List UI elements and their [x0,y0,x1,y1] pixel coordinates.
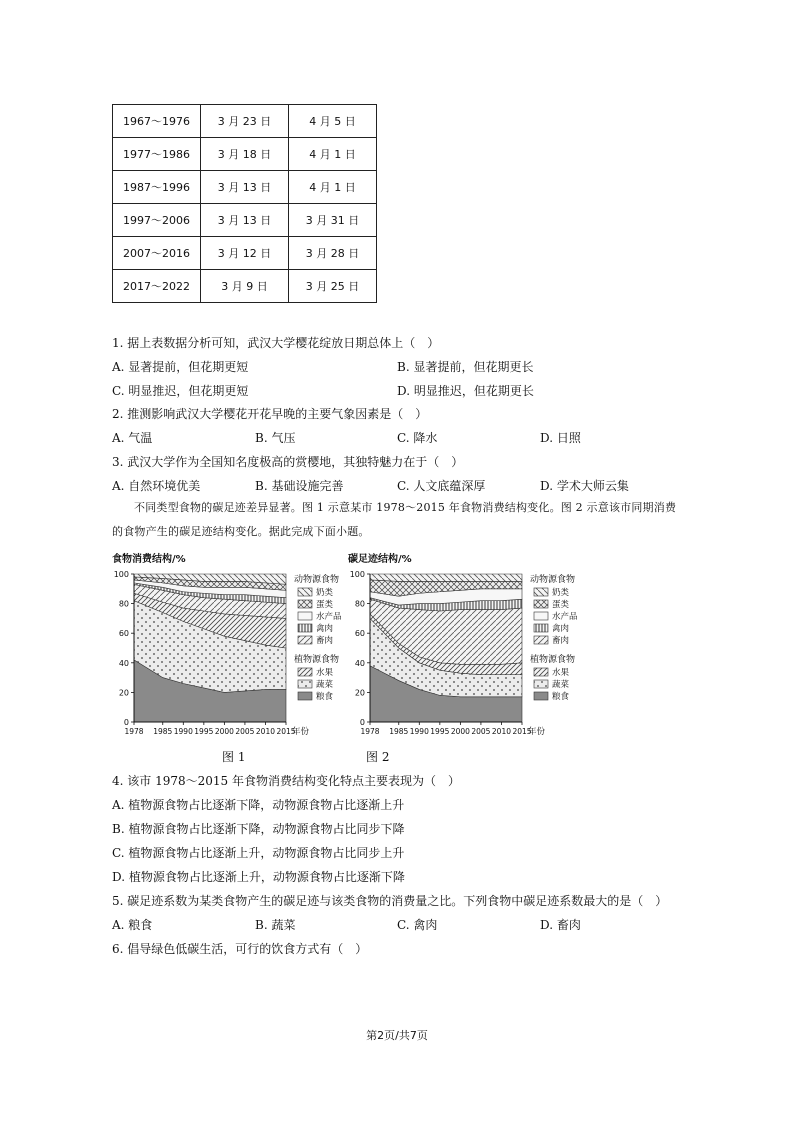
y-tick-label: 80 [118,599,129,609]
legend-label-dairy: 奶类 [552,588,570,598]
table-row [113,138,377,171]
legend-swatch-dairy [298,588,312,596]
q1-option-c: C. 明显推迟，但花期更短 [112,384,249,398]
legend-swatch-vegetable [298,680,312,688]
q5-option-c: C. 禽肉 [397,918,438,932]
table-cell: 3 月 28 日 [289,237,377,270]
table-cell: 1987～1996 [113,171,201,204]
y-tick-label: 20 [118,688,129,698]
y-tick-label: 20 [354,688,365,698]
q4-option-b: B. 植物源食物占比逐渐下降，动物源食物占比同步下降 [112,822,405,836]
legend-swatch-livestock-meat [534,636,548,644]
table-cell: 3 月 13 日 [201,204,289,237]
x-tick-label: 2015 [276,727,296,736]
x-tick-label: 1995 [194,727,214,736]
x-tick-label: 1985 [389,727,409,736]
table-cell: 3 月 13 日 [201,171,289,204]
q4-option-d: D. 植物源食物占比逐渐上升，动物源食物占比逐渐下降 [112,870,405,884]
table-row [113,171,377,204]
table-cell: 3 月 23 日 [201,105,289,138]
q4-option-c: C. 植物源食物占比逐渐上升，动物源食物占比同步上升 [112,846,405,860]
legend-label-aquatic: 水产品 [552,612,578,622]
legend-label-fruit: 水果 [316,668,334,678]
table-cell: 1967～1976 [113,105,201,138]
legend-swatch-poultry [298,624,312,632]
q1-option-b: B. 显著提前，但花期更长 [397,360,534,374]
legend-swatch-dairy [534,588,548,596]
legend-swatch-grain [298,692,312,700]
x-tick-label: 1990 [173,727,193,736]
x-tick-label: 2000 [450,727,470,736]
x-tick-label: 1978 [124,727,144,736]
table-cell: 3 月 31 日 [289,204,377,237]
x-tick-label: 2010 [491,727,512,736]
table-row [113,204,377,237]
table-cell: 3 月 18 日 [201,138,289,171]
q6-stem: 6. 倡导绿色低碳生活，可行的饮食方式有（ ） [112,942,368,956]
legend-label-fruit: 水果 [552,668,570,678]
table-cell: 1997～2006 [113,204,201,237]
x-tick-label: 2000 [214,727,234,736]
legend-label-vegetable: 蔬菜 [316,680,334,690]
q5-option-a: A. 粮食 [112,918,153,932]
legend-animal-title: 动物源食物 [530,575,576,585]
intro-paragraph: 不同类型食物的碳足迹差异显著。图 1 示意某市 1978～2015 年食物消费结构变化。图 2 示意该市同期消费的食物产生的碳足迹结构变化。据此完成下面小题。 [112,501,677,538]
table-row [113,237,377,270]
legend-swatch-aquatic [298,612,312,620]
table-cell: 3 月 25 日 [289,270,377,303]
q2-stem: 2. 推测影响武汉大学樱花开花早晚的主要气象因素是（ ） [112,407,428,421]
legend-animal-title: 动物源食物 [294,575,340,585]
y-tick-label: 0 [359,718,365,727]
legend-swatch-poultry [534,624,548,632]
q5-option-d: D. 畜肉 [540,918,581,932]
legend-label-egg: 蛋类 [552,600,570,610]
figure-2-chart [348,552,578,737]
legend-swatch-livestock-meat [298,636,312,644]
chart-2-title: 碳足迹结构/% [348,554,412,565]
y-tick-label: 100 [349,570,365,579]
cherry-blossom-date-table [112,104,377,303]
x-tick-label: 2005 [471,727,491,736]
figure-2-caption: 图 2 [366,750,390,764]
table-cell: 4 月 1 日 [289,171,377,204]
q2-option-c: C. 降水 [397,431,438,445]
y-tick-label: 60 [118,629,129,639]
y-tick-label: 40 [354,658,365,668]
x-axis-label: 年份 [292,727,310,737]
chart-1-title: 食物消费结构/% [112,554,186,565]
q1-option-a: A. 显著提前，但花期更短 [112,360,249,374]
legend-label-grain: 粮食 [316,692,334,702]
legend-label-poultry: 禽肉 [316,624,334,634]
q3-option-d: D. 学术大师云集 [540,479,629,493]
q5-stem: 5. 碳足迹系数为某类食物产生的碳足迹与该类食物的消费量之比。下列食物中碳足迹系数最大的是（ ） [112,894,668,908]
table-cell: 3 月 9 日 [201,270,289,303]
table-cell: 2007～2016 [113,237,201,270]
y-tick-label: 0 [123,718,129,727]
legend-swatch-aquatic [534,612,548,620]
legend-label-poultry: 禽肉 [552,624,570,634]
table-row [113,105,377,138]
q4-stem: 4. 该市 1978～2015 年食物消费结构变化特点主要表现为（ ） [112,774,460,788]
x-axis-label: 年份 [528,727,546,737]
legend-swatch-egg [534,600,548,608]
q3-stem: 3. 武汉大学作为全国知名度极高的赏樱地，其独特魅力在于（ ） [112,455,464,469]
figure-1-caption: 图 1 [222,750,246,764]
legend-label-livestock-meat: 畜肉 [316,636,334,646]
table-cell: 1977～1986 [113,138,201,171]
y-tick-label: 100 [113,570,129,579]
legend-label-egg: 蛋类 [316,600,334,610]
q2-option-a: A. 气温 [112,431,153,445]
x-tick-label: 2015 [512,727,532,736]
q3-option-b: B. 基础设施完善 [255,479,344,493]
x-tick-label: 1995 [430,727,450,736]
table-cell: 2017～2022 [113,270,201,303]
area-dairy [370,574,522,581]
legend-label-dairy: 奶类 [316,588,334,598]
x-tick-label: 2010 [255,727,276,736]
x-tick-label: 1985 [153,727,173,736]
x-tick-label: 1978 [360,727,380,736]
legend-label-vegetable: 蔬菜 [552,680,570,690]
legend-swatch-fruit [298,668,312,676]
y-tick-label: 40 [118,658,129,668]
legend-label-grain: 粮食 [552,692,570,702]
q5-option-b: B. 蔬菜 [255,918,296,932]
figure-1-chart [112,552,342,737]
y-tick-label: 80 [354,599,365,609]
figures-svg [112,548,578,740]
y-tick-label: 60 [354,629,365,639]
q2-option-b: B. 气压 [255,431,296,445]
legend-swatch-vegetable [534,680,548,688]
table-cell: 4 月 5 日 [289,105,377,138]
q3-option-c: C. 人文底蕴深厚 [397,479,486,493]
q4-option-a: A. 植物源食物占比逐渐下降，动物源食物占比逐渐上升 [112,798,405,812]
legend-swatch-grain [534,692,548,700]
legend-label-livestock-meat: 畜肉 [552,636,570,646]
legend-plant-title: 植物源食物 [530,655,576,665]
q3-option-a: A. 自然环境优美 [112,479,201,493]
x-tick-label: 2005 [235,727,255,736]
page-footer: 第2页/共7页 [366,1029,428,1042]
legend-plant-title: 植物源食物 [294,655,340,665]
legend-swatch-egg [298,600,312,608]
x-tick-label: 1990 [409,727,429,736]
q2-option-d: D. 日照 [540,431,581,445]
legend-swatch-fruit [534,668,548,676]
table-cell: 4 月 1 日 [289,138,377,171]
legend-label-aquatic: 水产品 [316,612,342,622]
table-cell: 3 月 12 日 [201,237,289,270]
q1-option-d: D. 明显推迟，但花期更长 [397,384,534,398]
table-row [113,270,377,303]
q1-stem: 1. 据上表数据分析可知，武汉大学樱花绽放日期总体上（ ） [112,336,440,350]
